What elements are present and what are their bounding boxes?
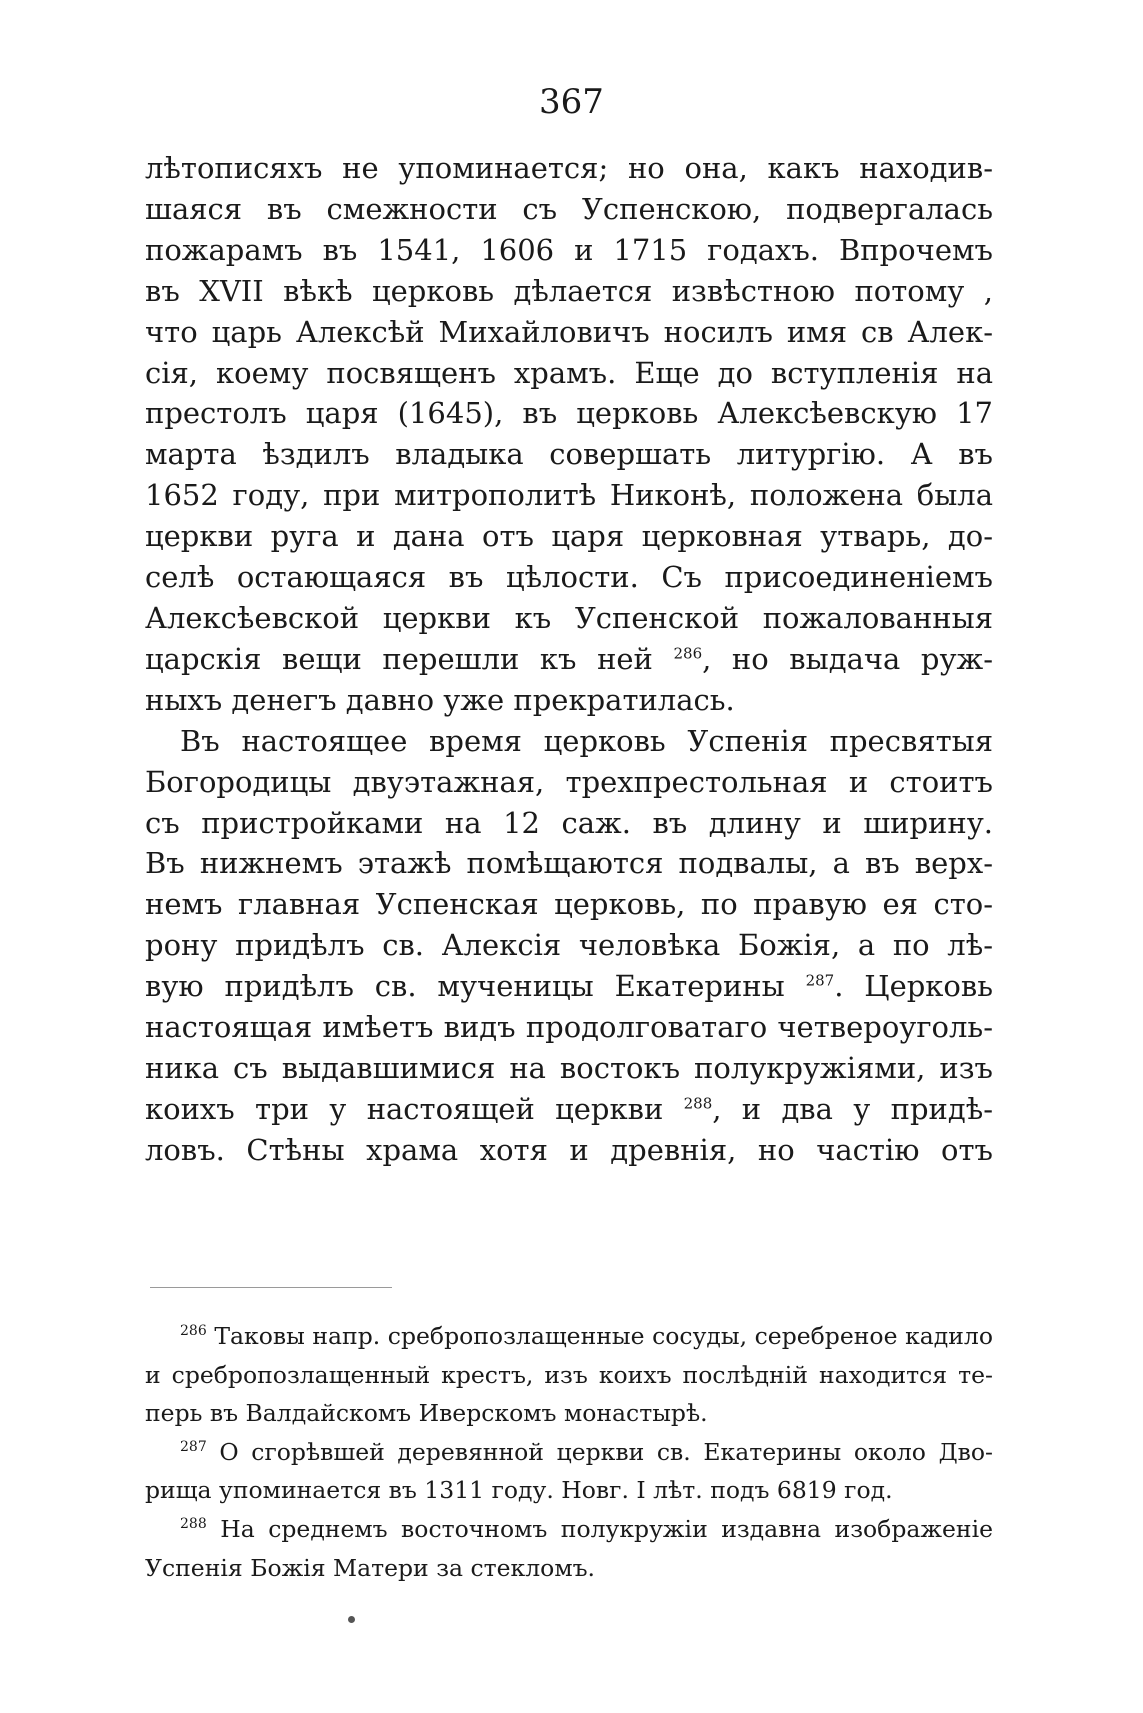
text-line: настоящая имѣетъ видъ продолговатаго четвероуголь- — [145, 1010, 993, 1045]
text-line — [145, 1089, 993, 1130]
footnote-286-line: и сребропозлащенный крестъ, изъ коихъ послѣдній находится те- — [145, 1360, 993, 1389]
text-line: Алексѣевской церкви къ Успенской пожалованныя — [145, 600, 993, 635]
text-fragment: , но выдача руж- — [702, 641, 994, 676]
footnote-separator — [150, 1287, 392, 1288]
text-line: 1652 году, при митрополитѣ Никонѣ, положена была — [145, 478, 993, 513]
text-line: ника съ выдавшимися на востокъ полукружіями, изъ — [145, 1050, 993, 1085]
text-line: сія, коему посвященъ храмъ. Еще до вступленія на — [145, 355, 993, 390]
text-fragment: О сгорѣвшей деревянной церкви св. Екатерины около Дво- — [219, 1437, 993, 1466]
text-line: ловъ. Стѣны храма хотя и древнія, но частію отъ — [145, 1132, 993, 1167]
footnote-ref-286[interactable]: 286 — [673, 644, 703, 663]
text-fragment: вую придѣлъ св. мученицы Екатерины — [145, 969, 785, 1004]
footnote-ref-287[interactable]: 287 — [805, 971, 835, 990]
text-line: селѣ остающаяся въ цѣлости. Съ присоединеніемъ — [145, 560, 993, 595]
footnote-288-line — [145, 1511, 993, 1549]
text-fragment: царскія вещи перешли къ ней — [145, 641, 653, 676]
text-line — [145, 639, 993, 680]
text-fragment: На среднемъ восточномъ полукружіи издавна изображеніе — [220, 1514, 993, 1543]
text-line: Въ нижнемъ этажѣ помѣщаются подвалы, а въ верх- — [145, 846, 993, 881]
text-fragment: коихъ три у настоящей церкви — [145, 1091, 664, 1126]
footnote-ref-288[interactable]: 288 — [683, 1094, 713, 1113]
footnote-number: 288 — [180, 1516, 207, 1533]
ink-spot — [348, 1616, 355, 1623]
text-fragment: Таковы напр. сребропозлащенные сосуды, серебреное кадило — [214, 1322, 993, 1350]
text-line: Богородицы двуэтажная, трехпрестольная и стоитъ — [145, 764, 993, 799]
footnote-number: 286 — [180, 1323, 207, 1340]
body-text — [145, 148, 993, 1171]
text-line: немъ главная Успенская церковь, по правую ея сто- — [145, 887, 993, 922]
text-line: лѣтописяхъ не упоминается; но она, какъ находив- — [145, 151, 993, 185]
footnotes — [145, 1318, 993, 1588]
footnote-286-line: перь въ Валдайскомъ Иверскомъ монастырѣ. — [145, 1399, 708, 1428]
text-fragment: . Церковь — [834, 969, 994, 1004]
text-line: престолъ царя (1645), въ церковь Алексѣевскую 17 — [145, 396, 993, 431]
footnote-number: 287 — [180, 1438, 207, 1455]
text-line — [145, 966, 993, 1007]
text-line: пожарамъ въ 1541, 1606 и 1715 годахъ. Впрочемъ — [145, 232, 993, 267]
text-fragment: , и два у придѣ- — [712, 1091, 993, 1126]
page-number: 367 — [539, 82, 604, 122]
text-line: ныхъ денегъ давно уже прекратилась. — [145, 682, 735, 717]
text-line: въ XVII вѣкѣ церковь дѣлается извѣстною потому , — [145, 273, 993, 308]
text-line: церкви руга и дана отъ царя церковная утварь, до- — [145, 519, 993, 554]
text-line: марта ѣздилъ владыка совершать литургію. А въ — [145, 437, 993, 472]
text-line: шаяся въ смежности съ Успенскою, подвергалась — [145, 191, 993, 226]
text-line: что царь Алексѣй Михайловичъ носилъ имя св Алек- — [145, 314, 993, 349]
footnote-288-line: Успенія Божія Матери за стекломъ. — [145, 1553, 596, 1582]
footnote-287-line — [145, 1434, 993, 1472]
text-line: Въ настоящее время церковь Успенія пресвятыя — [180, 723, 993, 758]
text-line: съ пристройками на 12 саж. въ длину и ширину. — [145, 805, 993, 840]
footnote-287-line: рища упоминается въ 1311 году. Новг. I лѣт. подъ 6819 год. — [145, 1476, 893, 1505]
text-line: рону придѣлъ св. Алексія человѣка Божія, а по лѣ- — [145, 928, 993, 963]
footnote-286-line — [145, 1318, 993, 1356]
